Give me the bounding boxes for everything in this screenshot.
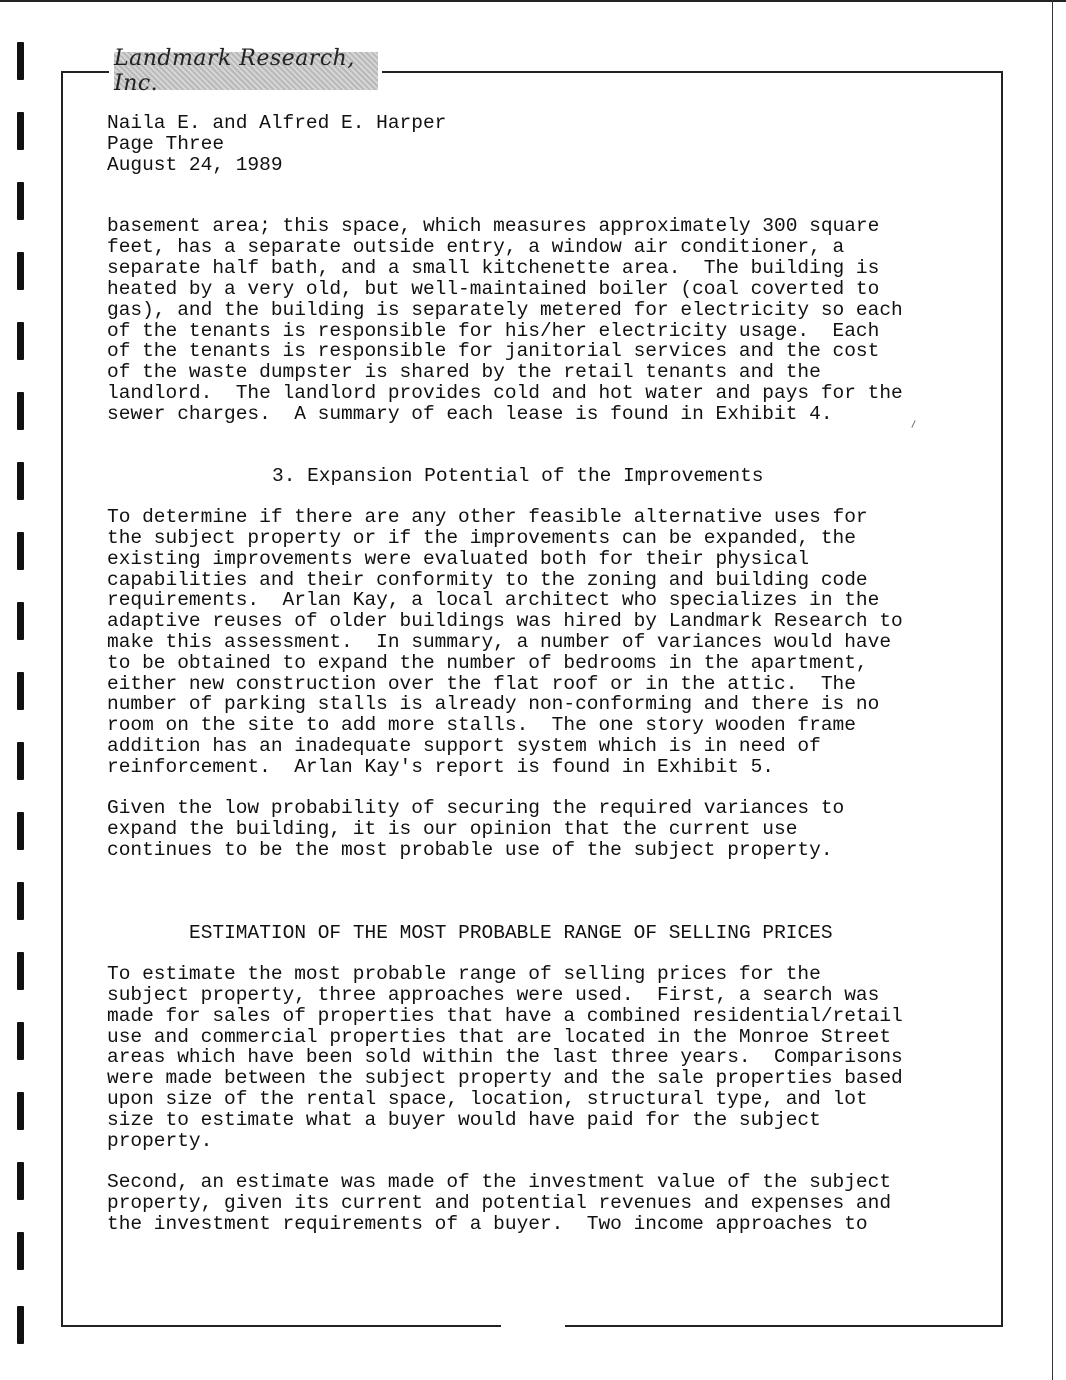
scan-right-edge: [1052, 0, 1053, 1380]
text-line: To determine if there are any other feasible alternative uses for: [107, 506, 868, 528]
binder-hole-mark: [17, 1162, 24, 1200]
text-line: Second, an estimate was made of the investment value of the subject: [107, 1171, 892, 1193]
text-line: reinforcement. Arlan Kay's report is found in Exhibit 5.: [107, 756, 775, 778]
text-line: make this assessment. In summary, a number of variances would have: [107, 631, 892, 653]
section-heading-selling-prices: ESTIMATION OF THE MOST PROBABLE RANGE OF SELLING PRICES: [189, 922, 833, 944]
text-line: made for sales of properties that have a combined residential/retail: [107, 1005, 903, 1027]
text-line: Given the low probability of securing the required variances to: [107, 797, 845, 819]
text-line: use and commercial properties that are located in the Monroe Street: [107, 1026, 892, 1048]
text-line: capabilities and their conformity to the zoning and building code: [107, 569, 868, 591]
text-line: adaptive reuses of older buildings was hired by Landmark Research to: [107, 610, 903, 632]
text-line: upon size of the rental space, location, structural type, and lot: [107, 1088, 868, 1110]
text-line: either new construction over the flat roof or in the attic. The: [107, 673, 856, 695]
frame-border-bottom-right: [565, 1325, 1003, 1327]
text-line: areas which have been sold within the last three years. Comparisons: [107, 1046, 903, 1068]
binder-hole-mark: [17, 952, 24, 990]
text-line: were made between the subject property and the sale properties based: [107, 1067, 903, 1089]
text-line: number of parking stalls is already non-conforming and there is no: [107, 693, 880, 715]
text-line: feet, has a separate outside entry, a window air conditioner, a: [107, 236, 845, 258]
binder-hole-mark: [17, 742, 24, 780]
text-line: the subject property or if the improvements can be expanded, the: [107, 527, 856, 549]
text-line: addition has an inadequate support system which is in need of: [107, 735, 821, 757]
binder-hole-mark: [17, 112, 24, 150]
binder-hole-mark: [17, 602, 24, 640]
text-line: gas), and the building is separately metered for electricity so each: [107, 299, 903, 321]
text-line: the investment requirements of a buyer. Two income approaches to: [107, 1213, 868, 1235]
text-line: To estimate the most probable range of selling prices for the: [107, 963, 821, 985]
stray-mark: [911, 420, 915, 428]
text-line: separate half bath, and a small kitchenette area. The building is: [107, 257, 880, 279]
scan-top-edge: [0, 0, 1066, 2]
text-line: property.: [107, 1130, 213, 1152]
binder-hole-mark: [17, 532, 24, 570]
binder-hole-mark: [17, 1306, 24, 1344]
text-line: sewer charges. A summary of each lease is found in Exhibit 4.: [107, 403, 833, 425]
text-line: room on the site to add more stalls. The one story wooden frame: [107, 714, 856, 736]
text-line: of the tenants is responsible for janitorial services and the cost: [107, 340, 880, 362]
binder-hole-mark: [17, 182, 24, 220]
section-heading-expansion: 3. Expansion Potential of the Improvements: [272, 465, 764, 487]
text-line: of the waste dumpster is shared by the retail tenants and the: [107, 361, 821, 383]
text-line: requirements. Arlan Kay, a local architect who specializes in the: [107, 589, 880, 611]
binder-hole-mark: [17, 1232, 24, 1270]
binder-hole-mark: [17, 882, 24, 920]
text-line: existing improvements were evaluated both for their physical: [107, 548, 810, 570]
binder-hole-mark: [17, 42, 24, 80]
text-line: to be obtained to expand the number of bedrooms in the apartment,: [107, 652, 868, 674]
text-line: heated by a very old, but well-maintained boiler (coal coverted to: [107, 278, 880, 300]
date-line: August 24, 1989: [107, 154, 283, 176]
binder-hole-mark: [17, 392, 24, 430]
binder-hole-mark: [17, 462, 24, 500]
company-logo: Landmark Research, Inc.: [114, 52, 378, 90]
text-line: subject property, three approaches were used. First, a search was: [107, 984, 880, 1006]
frame-border-bottom-left: [61, 1325, 501, 1327]
binder-hole-mark: [17, 1092, 24, 1130]
page-number-line: Page Three: [107, 133, 225, 155]
binder-hole-mark: [17, 252, 24, 290]
text-line: of the tenants is responsible for his/her electricity usage. Each: [107, 320, 880, 342]
binder-hole-mark: [17, 812, 24, 850]
text-line: size to estimate what a buyer would have paid for the subject: [107, 1109, 821, 1131]
frame-border-top-right: [382, 71, 1003, 73]
text-line: basement area; this space, which measures approximately 300 square: [107, 215, 880, 237]
recipient-line: Naila E. and Alfred E. Harper: [107, 112, 447, 134]
text-line: landlord. The landlord provides cold and hot water and pays for the: [107, 382, 903, 404]
binder-hole-mark: [17, 672, 24, 710]
frame-border-left: [61, 71, 63, 1327]
text-line: expand the building, it is our opinion that the current use: [107, 818, 798, 840]
frame-border-right: [1001, 71, 1003, 1327]
binder-hole-mark: [17, 322, 24, 360]
text-line: continues to be the most probable use of the subject property.: [107, 839, 833, 861]
binder-hole-mark: [17, 1022, 24, 1060]
frame-border-top-left: [61, 71, 109, 73]
text-line: property, given its current and potential revenues and expenses and: [107, 1192, 892, 1214]
